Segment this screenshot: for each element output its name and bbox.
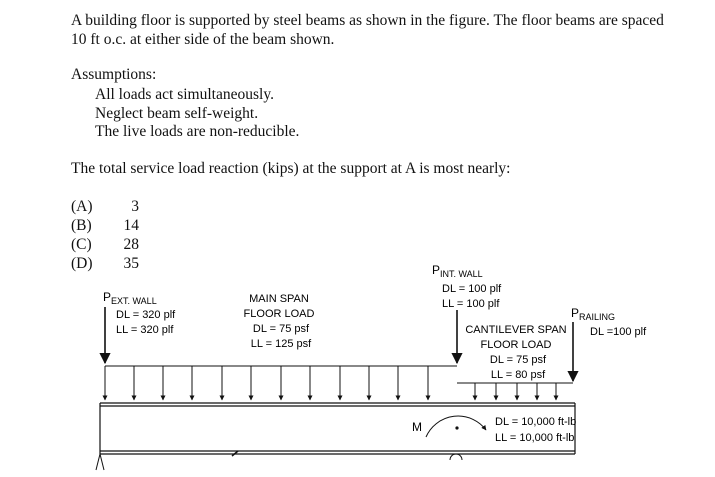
ext-wall-dl: DL = 320 plf xyxy=(116,309,176,321)
cantilever-subtitle: FLOOR LOAD xyxy=(480,339,552,351)
cantilever-title: CANTILEVER SPAN xyxy=(465,324,567,336)
beam xyxy=(100,403,575,454)
support-a xyxy=(96,454,104,470)
choice-value: 3 xyxy=(131,198,139,215)
assumption-item: All loads act simultaneously. xyxy=(95,86,274,103)
ext-wall-label: $P_{EXT. WALL}$ xyxy=(103,290,157,306)
choice-value: 35 xyxy=(123,255,139,272)
main-span-ll: LL = 125 psf xyxy=(250,338,312,350)
problem-line-2: 10 ft o.c. at either side of the beam shown. xyxy=(71,31,335,48)
choice-label: (A) xyxy=(71,198,93,215)
moment-point xyxy=(455,426,458,429)
ext-wall-ll: LL = 320 plf xyxy=(116,324,174,336)
main-span-dl: DL = 75 psf xyxy=(252,323,310,335)
problem-line-1: A building floor is supported by steel beams as shown in the figure. The floor beams are spaced xyxy=(71,12,664,29)
main-span-subtitle: FLOOR LOAD xyxy=(243,308,315,320)
cantilever-dl: DL = 75 psf xyxy=(489,354,547,366)
int-wall-ll: LL = 100 plf xyxy=(442,298,500,310)
assumption-item: The live loads are non-reducible. xyxy=(95,123,300,140)
assumption-item: Neglect beam self-weight. xyxy=(95,104,259,122)
railing-label: $P_{RAILING}$ xyxy=(571,306,616,322)
choice-value: 14 xyxy=(123,217,139,234)
choice-value: 28 xyxy=(123,236,139,253)
main-span-udl-arrows xyxy=(105,366,428,400)
int-wall-dl: DL = 100 plf xyxy=(442,283,502,295)
moment-label: M xyxy=(412,420,422,434)
question-text: The total service load reaction (kips) at the support at A is most nearly: xyxy=(71,160,511,177)
choice-label: (C) xyxy=(71,236,92,253)
int-wall-label: $P_{INT. WALL}$ xyxy=(432,263,483,279)
support-b xyxy=(450,454,462,460)
assumptions-heading: Assumptions: xyxy=(71,66,157,83)
moment-ll: LL = 10,000 ft-lb xyxy=(495,432,575,444)
cantilever-udl-arrows xyxy=(475,383,556,400)
choice-label: (D) xyxy=(71,255,93,272)
moment-arrow xyxy=(426,416,486,437)
railing-dl: DL =100 plf xyxy=(590,326,647,338)
cantilever-ll: LL = 80 psf xyxy=(490,369,546,381)
moment-dl: DL = 10,000 ft-lb xyxy=(495,416,577,428)
main-span-title: MAIN SPAN xyxy=(249,293,309,305)
choice-label: (B) xyxy=(71,217,92,234)
